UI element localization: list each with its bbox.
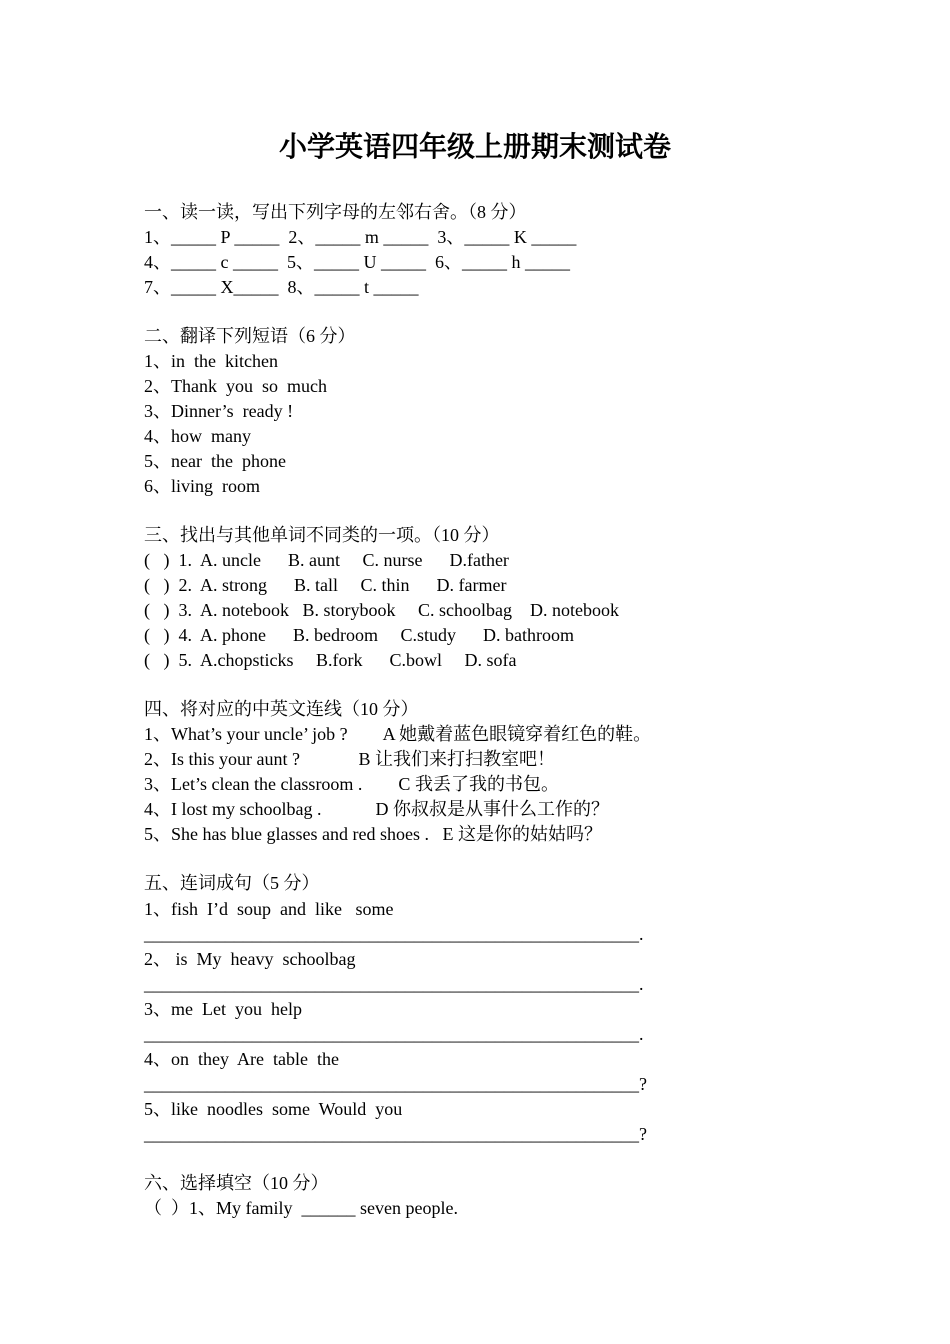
text-line: 1、_____ P _____ 2、_____ m _____ 3、_____ K _____	[144, 227, 577, 247]
text-line: 7、_____ X_____ 8、_____ t _____	[144, 277, 419, 297]
text-line: 三、找出与其他单词不同类的一项。（10 分）	[144, 525, 500, 545]
text-line: 4、how many	[144, 426, 251, 446]
text-line: 5、like noodles some Would you	[144, 1099, 403, 1119]
text-line: 3、me Let you help	[144, 999, 302, 1019]
text-line: （ ）1、My family ______ seven people.	[144, 1198, 458, 1218]
text-line: 1、What’s your uncle’ job ? A 她戴着蓝色眼镜穿着红色的鞋。	[144, 724, 652, 744]
text-line: ( ) 4. A. phone B. bedroom C.study D. bathroom	[144, 625, 574, 645]
text-line: 四、将对应的中英文连线（10 分）	[144, 699, 419, 719]
text-line: 2、Thank you so much	[144, 376, 327, 396]
text-line: 一、读一读，写出下列字母的左邻右舍。（8 分）	[144, 202, 527, 222]
text-line: ( ) 2. A. strong B. tall C. thin D. farmer	[144, 575, 507, 595]
text-line: 5、She has blue glasses and red shoes . E 这是你的姑姑吗？	[144, 824, 602, 844]
text-line: ( ) 1. A. uncle B. aunt C. nurse D.father	[144, 550, 509, 570]
text-line: 2、 is My heavy schoolbag	[144, 949, 356, 969]
text-line: 六、选择填空（10 分）	[144, 1173, 329, 1193]
text-line: _______________________________________________________.	[144, 974, 644, 994]
text-line: _______________________________________________________?	[144, 1124, 647, 1144]
text-line: 1、in the kitchen	[144, 351, 278, 371]
text-line: 5、near the phone	[144, 451, 286, 471]
text-line: _______________________________________________________.	[144, 1024, 644, 1044]
text-line: 五、连词成句（5 分）	[144, 873, 320, 893]
text-line: ( ) 5. A.chopsticks B.fork C.bowl D. sofa	[144, 650, 517, 670]
text-line: 1、fish I’d soup and like some	[144, 899, 394, 919]
text-line: 二、翻译下列短语（6 分）	[144, 326, 356, 346]
text-line: 2、Is this your aunt ? B 让我们来打扫教室吧！	[144, 749, 555, 769]
text-line: 3、Let’s clean the classroom . C 我丢了我的书包。	[144, 774, 559, 794]
page-title: 小学英语四年级上册期末测试卷	[278, 132, 671, 163]
text-line: ( ) 3. A. notebook B. storybook C. schoolbag D. notebook	[144, 600, 619, 620]
text-line: 4、_____ c _____ 5、_____ U _____ 6、_____ h _____	[144, 252, 570, 272]
text-line: 4、I lost my schoolbag . D 你叔叔是从事什么工作的？	[144, 799, 609, 819]
text-line: _______________________________________________________?	[144, 1074, 647, 1094]
text-line: 6、living room	[144, 476, 260, 496]
text-line: _______________________________________________________.	[144, 924, 644, 944]
text-line: 4、on they Are table the	[144, 1049, 339, 1069]
text-line: 3、Dinner’s ready !	[144, 401, 294, 421]
